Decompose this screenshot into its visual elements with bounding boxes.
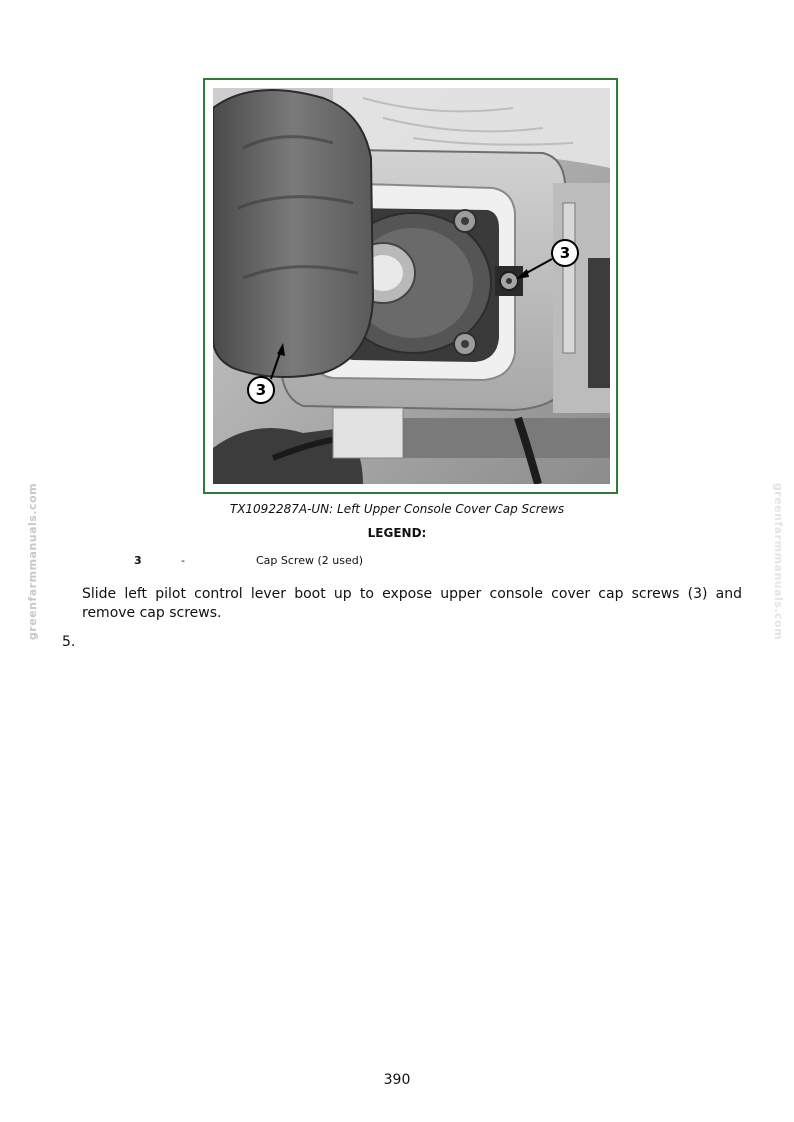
figure-caption: TX1092287A-UN: Left Upper Console Cover Cap Screws	[229, 502, 565, 516]
legend-row	[0, 554, 794, 570]
page-number: 390	[383, 1072, 411, 1088]
step-number: 5.	[62, 634, 76, 650]
watermark-right: greenfarmmanuals.com	[772, 482, 786, 641]
figure-frame	[203, 78, 618, 494]
legend-title: LEGEND:	[367, 526, 427, 540]
watermark-left: greenfarmmanuals.com	[26, 482, 40, 641]
callout-label-upper: 3	[559, 244, 571, 262]
instruction-paragraph: Slide left pilot control lever boot up to expose upper console cover cap screws (3) and remove cap screws.	[82, 586, 742, 621]
legend-key: 3	[134, 554, 142, 567]
callout-label-lower: 3	[255, 381, 267, 399]
legend-separator: -	[181, 554, 185, 567]
legend-description: Cap Screw (2 used)	[256, 554, 364, 567]
console-photo	[213, 88, 610, 484]
console-illustration	[213, 88, 610, 484]
